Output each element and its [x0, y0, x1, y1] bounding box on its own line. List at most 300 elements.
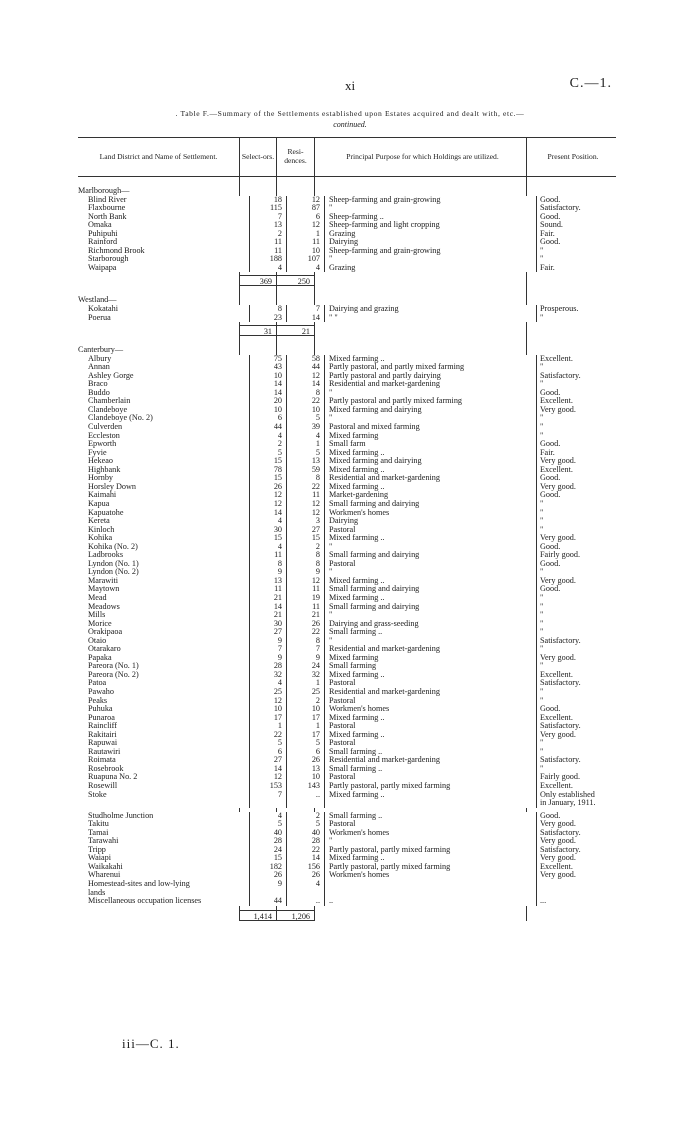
holding-purpose: Pastoral	[324, 526, 536, 535]
empty-cell	[314, 325, 526, 336]
settlement-name: Takitu	[88, 820, 109, 829]
settlement-name: Patoa	[88, 679, 107, 688]
residences-count: 156	[286, 863, 324, 872]
table-row	[78, 731, 616, 740]
selectors-count: 153	[249, 782, 286, 791]
holding-purpose: Partly pastoral and partly dairying	[324, 372, 536, 381]
settlements-table	[78, 137, 616, 921]
holding-purpose: Pastoral	[324, 679, 536, 688]
present-position: Good.	[536, 560, 626, 569]
table-row	[78, 889, 616, 898]
present-position: Satisfactory.	[536, 637, 626, 646]
holding-purpose: Mixed farming ..	[324, 671, 536, 680]
settlement-name: Buddo	[88, 388, 110, 397]
present-position: Fairly good.	[536, 551, 626, 560]
table-row	[78, 363, 616, 372]
table-row	[78, 568, 616, 577]
header-purpose: Principal Purpose for which Holdings are utilized.	[314, 138, 526, 176]
residences-count: 8	[286, 551, 324, 560]
table-row	[78, 466, 616, 475]
table-row	[78, 264, 616, 273]
table-row	[78, 791, 616, 800]
selectors-count: 14	[249, 509, 286, 518]
present-position: Excellent.	[536, 782, 626, 791]
present-position: Satisfactory.	[536, 829, 626, 838]
present-position: "	[536, 247, 626, 256]
settlement-name: Studholme Junction	[88, 811, 154, 820]
present-position: "	[536, 568, 626, 577]
empty-cell	[78, 325, 239, 336]
table-row	[78, 474, 616, 483]
settlement-name: Lyndon (No. 2)	[88, 568, 139, 577]
present-position: Good.	[536, 213, 626, 222]
section-total-row	[78, 275, 616, 286]
holding-purpose: "	[324, 568, 536, 577]
residences-count: 1	[286, 440, 324, 449]
present-position: Satisfactory.	[536, 846, 626, 855]
holding-purpose: Grazing	[324, 230, 536, 239]
table-caption: . Table F.—Summary of the Settlements established upon Estates acquired and dealt with, etc.—	[175, 109, 525, 118]
empty-cell	[276, 187, 314, 196]
settlement-name: Tamai	[88, 828, 109, 837]
settlement-name: Ashley Gorge	[88, 371, 134, 380]
settlement-name: Roimata	[88, 756, 116, 765]
settlement-name: Annan	[88, 363, 110, 372]
residences-count: ..	[286, 791, 324, 800]
settlement-name: Waipapa	[88, 263, 117, 272]
empty-cell	[526, 346, 616, 355]
settlement-name: Ladbrooks	[88, 551, 124, 560]
residences-count: 22	[286, 846, 324, 855]
table-row	[78, 637, 616, 646]
holding-purpose: Mixed farming	[324, 432, 536, 441]
residences-count: 44	[286, 363, 324, 372]
table-row	[78, 238, 616, 247]
residences-count: 12	[286, 372, 324, 381]
settlement-name: Pawaho	[88, 687, 114, 696]
holding-purpose: "	[324, 637, 536, 646]
total-residences: 21	[276, 325, 314, 336]
settlement-name: Kohika (No. 2)	[88, 542, 138, 551]
selectors-count: 14	[249, 389, 286, 398]
selectors-count: 24	[249, 846, 286, 855]
selectors-count: 32	[249, 671, 286, 680]
residences-count: 5	[286, 449, 324, 458]
table-row	[78, 773, 616, 782]
present-position: Satisfactory.	[536, 679, 626, 688]
holding-purpose: "	[324, 255, 536, 264]
holding-purpose: Small farming ..	[324, 748, 536, 757]
present-position	[536, 889, 626, 898]
residences-count	[286, 799, 324, 808]
selectors-count: 28	[249, 662, 286, 671]
table-row	[78, 406, 616, 415]
selectors-count: 9	[249, 654, 286, 663]
section-total-row	[78, 910, 616, 921]
total-residences: 250	[276, 275, 314, 286]
residences-count: 40	[286, 829, 324, 838]
selectors-count: 14	[249, 765, 286, 774]
residences-count: 11	[286, 585, 324, 594]
settlement-name: Miscellaneous occupation licenses	[88, 897, 202, 906]
holding-purpose: ..	[324, 897, 536, 906]
settlement-name: Rautawiri	[88, 747, 121, 756]
present-position: Satisfactory.	[536, 722, 626, 731]
holding-purpose: "	[324, 837, 536, 846]
holding-purpose	[324, 799, 536, 808]
spacer-row	[78, 286, 616, 296]
holding-purpose: Mixed farming ..	[324, 594, 536, 603]
residences-count	[286, 889, 324, 898]
table-row	[78, 314, 616, 323]
present-position: "	[536, 645, 626, 654]
empty-cell	[526, 275, 616, 286]
settlement-name: Rainford	[88, 238, 118, 247]
holding-purpose: Residential and market-gardening	[324, 756, 536, 765]
settlement-name: Papaka	[88, 653, 112, 662]
residences-count: 11	[286, 603, 324, 612]
present-position: Good.	[536, 474, 626, 483]
holding-purpose: Grazing	[324, 264, 536, 273]
residences-count: 21	[286, 611, 324, 620]
selectors-count: 44	[249, 897, 286, 906]
present-position: Good.	[536, 440, 626, 449]
settlement-name: Rakitairi	[88, 730, 117, 739]
table-row	[78, 820, 616, 829]
present-position: Fair.	[536, 449, 626, 458]
selectors-count: 14	[249, 603, 286, 612]
selectors-count: 15	[249, 474, 286, 483]
holding-purpose: Residential and market-gardening	[324, 380, 536, 389]
table-row	[78, 688, 616, 697]
settlement-name: Poerua	[88, 313, 111, 322]
selectors-count: 11	[249, 238, 286, 247]
residences-count: 143	[286, 782, 324, 791]
present-position: Good.	[536, 585, 626, 594]
holding-purpose: "	[324, 611, 536, 620]
present-position: "	[536, 603, 626, 612]
present-position: Satisfactory.	[536, 204, 626, 213]
selectors-count: 26	[249, 483, 286, 492]
present-position: "	[536, 517, 626, 526]
settlement-name: lands	[88, 888, 106, 897]
empty-cell	[239, 346, 276, 355]
table-row	[78, 526, 616, 535]
residences-count: 17	[286, 714, 324, 723]
residences-count: ..	[286, 897, 324, 906]
settlement-name: Pareora (No. 1)	[88, 662, 139, 671]
table-row	[78, 854, 616, 863]
settlement-name: Epworth	[88, 440, 117, 449]
selectors-count: 11	[249, 247, 286, 256]
settlement-name: Morice	[88, 619, 112, 628]
table-row	[78, 449, 616, 458]
settlement-name: Albury	[88, 354, 112, 363]
holding-purpose: Dairying and grass-seeding	[324, 620, 536, 629]
residences-count: 4	[286, 264, 324, 273]
residences-count: 26	[286, 620, 324, 629]
residences-count: 2	[286, 812, 324, 821]
settlement-name: Clandeboye	[88, 405, 128, 414]
selectors-count: 6	[249, 748, 286, 757]
table-row	[78, 880, 616, 889]
present-position: Excellent.	[536, 355, 626, 364]
holding-purpose: Small farming and dairying	[324, 603, 536, 612]
settlement-name: Rosebrook	[88, 764, 124, 773]
settlement-name: Horsley Down	[88, 482, 136, 491]
present-position: in January, 1911.	[536, 799, 626, 808]
selectors-count: 6	[249, 414, 286, 423]
selectors-count	[249, 799, 286, 808]
holding-purpose: Partly pastoral and partly mixed farming	[324, 397, 536, 406]
present-position: Very good.	[536, 837, 626, 846]
present-position: Only established	[536, 791, 626, 800]
settlement-name: Kapuatohe	[88, 508, 124, 517]
header-residences: Resi-dences.	[276, 138, 314, 176]
residences-count: 58	[286, 355, 324, 364]
district-name: Westland—	[78, 296, 117, 305]
holding-purpose: Mixed farming ..	[324, 483, 536, 492]
total-selectors: 369	[239, 275, 276, 286]
district-heading	[78, 346, 616, 355]
residences-count: 8	[286, 637, 324, 646]
table-row	[78, 372, 616, 381]
table-row	[78, 603, 616, 612]
settlement-name: Tarawahi	[88, 837, 119, 846]
table-row	[78, 679, 616, 688]
selectors-count: 4	[249, 517, 286, 526]
selectors-count: 115	[249, 204, 286, 213]
empty-cell	[526, 325, 616, 336]
table-row	[78, 837, 616, 846]
selectors-count: 15	[249, 854, 286, 863]
table-row	[78, 305, 616, 314]
present-position: Fair.	[536, 230, 626, 239]
table-row	[78, 620, 616, 629]
selectors-count: 7	[249, 213, 286, 222]
residences-count: 28	[286, 837, 324, 846]
selectors-count: 2	[249, 230, 286, 239]
residences-count: 1	[286, 722, 324, 731]
residences-count: 9	[286, 568, 324, 577]
table-header	[78, 138, 616, 177]
table-caption-continued: continued.	[333, 120, 367, 129]
residences-count: 8	[286, 474, 324, 483]
settlement-name: Ruapuna No. 2	[88, 773, 138, 782]
selectors-count: 23	[249, 314, 286, 323]
holding-purpose: Mixed farming ..	[324, 731, 536, 740]
table-row	[78, 500, 616, 509]
table-row	[78, 585, 616, 594]
table-row	[78, 517, 616, 526]
selectors-count: 8	[249, 305, 286, 314]
present-position: Excellent.	[536, 466, 626, 475]
settlement-name: Otarakaro	[88, 645, 121, 654]
holding-purpose: Mixed farming ..	[324, 355, 536, 364]
settlement-name: Kapua	[88, 499, 110, 508]
settlement-name: Clandeboye (No. 2)	[88, 414, 153, 423]
header-position: Present Position.	[526, 138, 616, 176]
table-row	[78, 863, 616, 872]
holding-purpose: Pastoral	[324, 560, 536, 569]
holding-purpose: Mixed farming	[324, 654, 536, 663]
selectors-count: 30	[249, 526, 286, 535]
page-number: xi	[344, 78, 356, 93]
selectors-count: 13	[249, 577, 286, 586]
empty-cell	[78, 910, 239, 921]
table-row	[78, 611, 616, 620]
holding-purpose: Mixed farming ..	[324, 714, 536, 723]
selectors-count: 43	[249, 363, 286, 372]
selectors-count	[249, 889, 286, 898]
present-position: Good.	[536, 491, 626, 500]
table-row	[78, 440, 616, 449]
table-row	[78, 748, 616, 757]
holding-purpose: Workmen's homes	[324, 871, 536, 880]
holding-purpose: Pastoral	[324, 697, 536, 706]
present-position: Satisfactory.	[536, 372, 626, 381]
residences-count: 1	[286, 679, 324, 688]
empty-cell	[314, 296, 526, 305]
district-heading	[78, 187, 616, 196]
present-position: "	[536, 765, 626, 774]
settlement-name: Mills	[88, 611, 106, 620]
selectors-count: 12	[249, 697, 286, 706]
residences-count: 39	[286, 423, 324, 432]
selectors-count: 20	[249, 397, 286, 406]
table-row	[78, 397, 616, 406]
settlement-name: North Bank	[88, 212, 127, 221]
holding-purpose: Dairying	[324, 517, 536, 526]
selectors-count: 2	[249, 440, 286, 449]
settlement-name: Highbank	[88, 465, 121, 474]
residences-count: 10	[286, 773, 324, 782]
table-row	[78, 457, 616, 466]
residences-count: 7	[286, 305, 324, 314]
holding-purpose: Small farming ..	[324, 812, 536, 821]
table-row	[78, 509, 616, 518]
present-position: "	[536, 314, 626, 323]
holding-purpose: Small farming and dairying	[324, 500, 536, 509]
selectors-count: 10	[249, 406, 286, 415]
settlement-name: Kereta	[88, 517, 110, 526]
present-position: Very good.	[536, 654, 626, 663]
holding-purpose: Mixed farming ..	[324, 466, 536, 475]
settlement-name: Meadows	[88, 602, 120, 611]
residences-count: 15	[286, 534, 324, 543]
selectors-count: 1	[249, 722, 286, 731]
settlement-name: Chamberlain	[88, 397, 131, 406]
selectors-count: 11	[249, 585, 286, 594]
selectors-count: 40	[249, 829, 286, 838]
present-position: Excellent.	[536, 397, 626, 406]
present-position: "	[536, 748, 626, 757]
present-position: Good.	[536, 543, 626, 552]
table-row	[78, 812, 616, 821]
present-position: "	[536, 363, 626, 372]
holding-purpose: "	[324, 389, 536, 398]
settlement-name: Hornby	[88, 474, 114, 483]
residences-count: 12	[286, 577, 324, 586]
residences-count: 24	[286, 662, 324, 671]
present-position: Very good.	[536, 534, 626, 543]
selectors-count: 5	[249, 739, 286, 748]
selectors-count: 12	[249, 773, 286, 782]
holding-purpose	[324, 889, 536, 898]
holding-purpose: Mixed farming ..	[324, 854, 536, 863]
holding-purpose: Sheep-farming and grain-growing	[324, 196, 536, 205]
table-body	[78, 177, 616, 921]
table-row	[78, 697, 616, 706]
residences-count: 5	[286, 739, 324, 748]
present-position: "	[536, 255, 626, 264]
settlement-name: Kohika	[88, 534, 113, 543]
holding-purpose: Pastoral	[324, 820, 536, 829]
selectors-count: 9	[249, 637, 286, 646]
settlement-name: Otaio	[88, 636, 107, 645]
table-row	[78, 491, 616, 500]
holding-purpose: Mixed farming and dairying	[324, 406, 536, 415]
residences-count: 2	[286, 543, 324, 552]
table-row	[78, 534, 616, 543]
selectors-count: 27	[249, 756, 286, 765]
present-position: Excellent.	[536, 714, 626, 723]
present-position: "	[536, 628, 626, 637]
present-position: "	[536, 662, 626, 671]
present-position: Good.	[536, 238, 626, 247]
settlement-name: Starborough	[88, 255, 129, 264]
present-position: "	[536, 688, 626, 697]
settlement-name	[78, 799, 249, 808]
selectors-count: 4	[249, 812, 286, 821]
settlement-name: Lyndon (No. 1)	[88, 559, 139, 568]
present-position: Prosperous.	[536, 305, 626, 314]
district-name: Canterbury—	[78, 346, 124, 355]
settlement-name: Punaroa	[88, 713, 115, 722]
selectors-count: 10	[249, 372, 286, 381]
table-row	[78, 221, 616, 230]
holding-purpose: Dairying and grazing	[324, 305, 536, 314]
holding-purpose: Mixed farming ..	[324, 791, 536, 800]
residences-count: 13	[286, 457, 324, 466]
residences-count: 6	[286, 213, 324, 222]
selectors-count: 26	[249, 871, 286, 880]
selectors-count: 7	[249, 791, 286, 800]
present-position: "	[536, 526, 626, 535]
residences-count: 1	[286, 230, 324, 239]
table-row	[78, 247, 616, 256]
present-position: Good.	[536, 196, 626, 205]
residences-count: 11	[286, 491, 324, 500]
residences-count: 25	[286, 688, 324, 697]
present-position: Satisfactory.	[536, 756, 626, 765]
residences-count: 6	[286, 748, 324, 757]
selectors-count: 188	[249, 255, 286, 264]
present-position: Fair.	[536, 264, 626, 273]
selectors-count: 15	[249, 457, 286, 466]
selectors-count: 27	[249, 628, 286, 637]
holding-purpose: Workmen's homes	[324, 509, 536, 518]
residences-count: 8	[286, 389, 324, 398]
present-position: Very good.	[536, 731, 626, 740]
residences-count: 3	[286, 517, 324, 526]
table-row	[78, 705, 616, 714]
table-row	[78, 799, 616, 808]
residences-count: 8	[286, 560, 324, 569]
residences-count: 107	[286, 255, 324, 264]
residences-count: 10	[286, 406, 324, 415]
holding-purpose: Sheep-farming and grain-growing	[324, 247, 536, 256]
